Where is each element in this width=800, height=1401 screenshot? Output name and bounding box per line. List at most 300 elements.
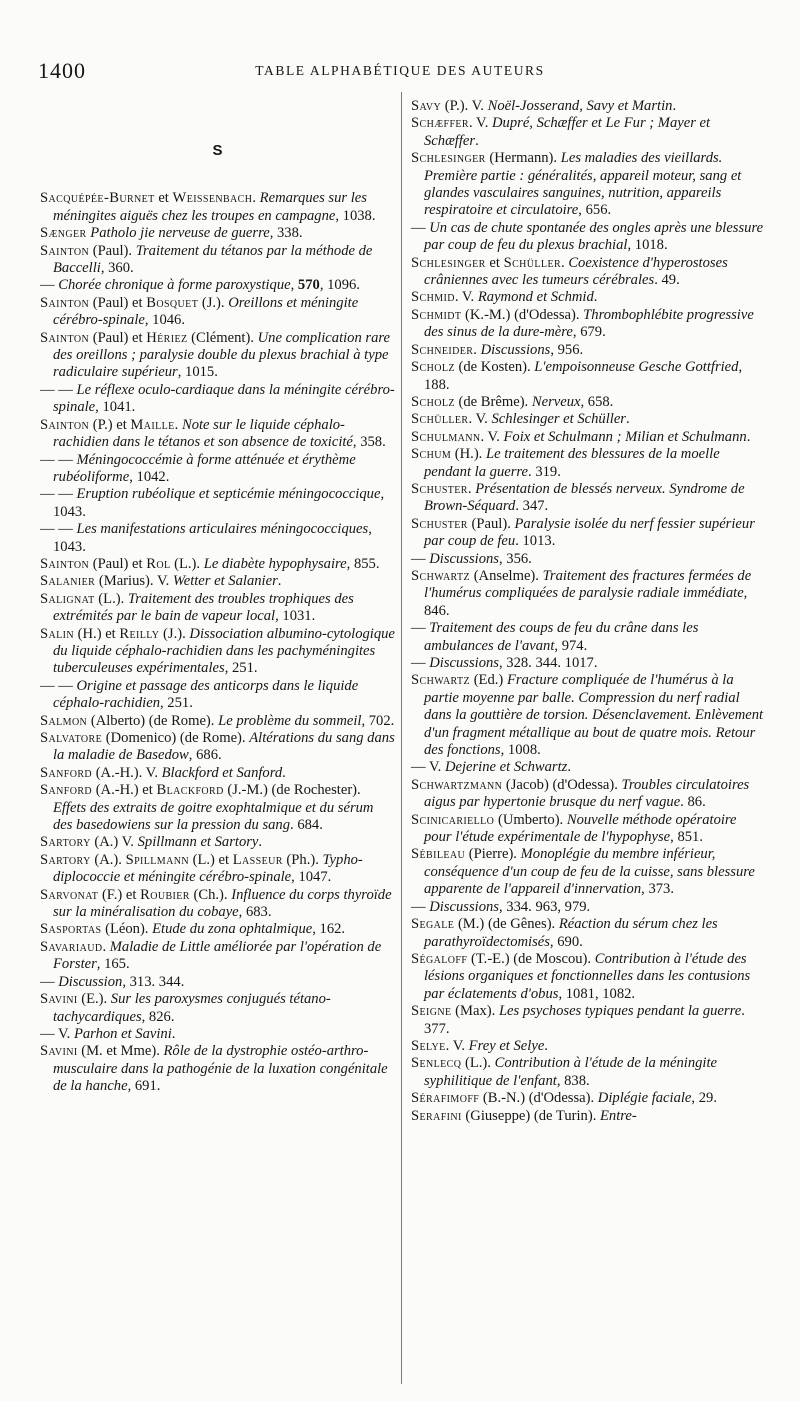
work-title: Troubles circulatoires aigus par hypertonie brusque du nerf vague <box>424 776 750 811</box>
entry-text: , 338. <box>269 225 303 242</box>
work-title: Une complication rare des oreillons ; paralysie double du plexus brachial à type radiculaire supérieur <box>53 329 391 381</box>
work-title: Altérations du sang dans la maladie de Basedow <box>53 730 395 764</box>
index-entry <box>411 620 766 655</box>
author-name: Salin <box>40 625 74 642</box>
author-name: Bosquet <box>146 294 199 311</box>
entry-text: . <box>282 764 286 781</box>
entry-text: — V. <box>40 1025 74 1042</box>
index-entry <box>40 852 395 887</box>
entry-text: (A.) V. <box>90 834 138 851</box>
author-name: Sainton <box>40 555 90 572</box>
author-name: Schæffer <box>411 115 470 132</box>
author-name: Savy <box>411 98 442 114</box>
entry-text: . <box>174 416 182 433</box>
work-title: Raymond et Schmid <box>477 289 594 306</box>
entry-text: , 838. <box>556 1072 590 1089</box>
author-name: Sanford <box>40 782 93 799</box>
index-entry <box>40 556 395 573</box>
entry-text: , 1043. <box>53 486 385 520</box>
index-entry <box>40 573 395 590</box>
author-name: Schwartz <box>411 672 471 689</box>
entry-text: (L.) et <box>188 851 233 868</box>
entry-text: , 956. <box>550 341 584 358</box>
work-title: Entre- <box>600 1107 637 1124</box>
entry-text: , 690. <box>549 933 583 950</box>
author-name: Rol <box>146 555 171 572</box>
work-title: Wetter et Salanier <box>172 573 278 590</box>
author-name: Schüller <box>503 254 562 271</box>
index-entry <box>40 730 395 765</box>
index-entry <box>40 765 395 782</box>
author-name: Ségaloff <box>411 950 468 967</box>
author-name: Schuster <box>411 480 468 497</box>
entry-text: , 1047. <box>291 869 332 886</box>
index-entry <box>40 939 395 974</box>
index-entry <box>40 190 395 225</box>
index-entry <box>40 887 395 922</box>
index-entry <box>40 486 395 521</box>
entry-text: (J.). <box>198 294 229 311</box>
entry-text: . 49. <box>654 272 680 289</box>
entry-text: , 1018. <box>627 237 668 254</box>
work-title: Thrombophlébite progressive des sinus de la dure-mère <box>424 306 754 341</box>
entry-text: (Giuseppe) (de Turin). <box>461 1107 600 1124</box>
index-entry <box>411 672 766 759</box>
index-entry <box>411 916 766 951</box>
work-title: Discussions <box>429 898 499 915</box>
author-name: Savini <box>40 1043 78 1060</box>
column-divider <box>401 92 402 1384</box>
work-title: Rôle de la dystrophie ostéo-arthro-musculaire dans la pathogénie de la luxation congénitale de la hanche <box>53 1043 388 1095</box>
author-name: Sænger <box>40 225 87 242</box>
author-name: Sérafimoff <box>411 1090 480 1107</box>
author-name: Schum <box>411 446 452 463</box>
work-title: Noël-Josserand, Savy et Martin <box>487 98 673 114</box>
entry-text: . V. <box>469 115 493 132</box>
entry-text: (Umberto). <box>494 811 567 828</box>
author-name: Salanier <box>40 573 96 590</box>
entry-text: . <box>475 132 479 149</box>
work-title: Remarques sur les méningites aiguës chez les troupes en campagne <box>53 190 367 224</box>
entry-text: (J.-M.) (de Rochester). <box>223 782 361 799</box>
index-entry <box>411 115 766 150</box>
author-name: Schulmann <box>411 428 481 445</box>
work-title: Origine et passage des anticorps dans le liquide céphalo-rachidien <box>53 677 359 712</box>
index-entry <box>40 834 395 851</box>
entry-text: (K.-M.) (d'Odessa). <box>461 306 584 323</box>
work-title: Traitement des fractures fermées de l'humérus compliquées de paralysie radiale immédiate <box>424 567 752 602</box>
work-title: Maladie de Little améliorée par l'opération de Forster <box>53 938 382 973</box>
author-name: Savariaud <box>40 938 103 955</box>
index-entry <box>411 1108 766 1125</box>
entry-text: — — <box>40 521 77 538</box>
entry-text: , 691. <box>127 1078 161 1095</box>
author-name: Savini <box>40 991 78 1008</box>
work-title: Typho-diplococcie et méningite cérébro-spinale <box>53 851 363 886</box>
entry-text: (Domenico) (de Rome). <box>102 730 250 746</box>
work-title: Méningococcémie à forme atténuée et érythème rubéoliforme <box>53 451 356 485</box>
index-entry <box>40 974 395 991</box>
entry-text: — — <box>40 451 77 468</box>
entry-text: , 313. 344. <box>122 973 185 990</box>
index-entry <box>40 225 395 242</box>
work-title: Traitement du tétanos par la méthode de Baccelli <box>53 242 373 277</box>
entry-text: , <box>290 277 298 294</box>
index-entry <box>411 1038 766 1055</box>
index-entry <box>411 551 766 568</box>
index-entry <box>411 951 766 1003</box>
work-title: Le traitement des blessures de la moelle pendant la guerre <box>424 446 720 480</box>
author-name: Sacquépée-Burnet <box>40 190 155 207</box>
entry-text: (Paul) et <box>89 294 147 311</box>
entry-text: (L.). <box>461 1055 495 1072</box>
entry-text: , 328. 344. 1017. <box>498 655 598 671</box>
left-entries <box>40 190 395 1095</box>
entry-text: (de Brême). <box>454 393 532 410</box>
entry-text: , 162. <box>312 921 346 938</box>
work-title: Le diabète hypophysaire <box>203 555 347 572</box>
index-entry <box>411 220 766 255</box>
index-entry <box>411 307 766 342</box>
work-title: Chorée chronique à forme paroxystique <box>58 277 291 294</box>
index-entry <box>411 429 766 446</box>
author-name: Weissenbach <box>172 190 253 207</box>
author-name: Sainton <box>40 294 90 311</box>
entry-text: et <box>154 190 173 207</box>
entry-text: (Clément). <box>187 329 258 346</box>
entry-text: . 319. <box>528 463 561 480</box>
entry-text: . V. <box>454 289 478 306</box>
work-title: Dejerine et Schwartz <box>444 759 568 776</box>
entry-text: , 846. <box>424 585 748 619</box>
work-title: Le réflexe oculo-cardiaque dans la méningite cérébro-spinale <box>53 381 395 416</box>
entry-text: (A.). <box>90 851 126 868</box>
entry-text: , 1008. <box>500 742 541 759</box>
page-number: 1400 <box>38 58 86 83</box>
entry-text: . <box>746 428 751 445</box>
index-entry <box>40 713 395 730</box>
index-entry <box>411 812 766 847</box>
index-entry <box>411 1090 766 1107</box>
author-name: Schneider <box>411 341 474 358</box>
entry-text: , 851. <box>670 829 703 846</box>
index-entry <box>411 289 766 306</box>
work-title: Les maladies des vieillards. Première partie : généralités, appareil moteur, sang et glandes vasculaires sanguines, nutrition, appareils respiratoire et circulatoire <box>424 150 742 219</box>
work-title: Schlesinger et Schüller <box>491 411 626 428</box>
entry-text: , 373. <box>641 881 674 898</box>
entry-text: , 1015. <box>177 364 218 381</box>
author-name: Sartory <box>40 851 91 868</box>
work-title: Traitement des coups de feu du crâne dans les ambulances de l'avant <box>424 620 699 654</box>
work-title: Discussions <box>429 550 499 567</box>
work-title: L'empoisonneuse Gesche Gottfried <box>534 359 739 376</box>
entry-text: , 251. <box>160 695 193 712</box>
entry-text: , 686. <box>188 747 222 764</box>
entry-text: , 683. <box>238 904 272 921</box>
entry-text: — — <box>40 486 77 503</box>
author-name: Hériez <box>146 329 188 346</box>
right-column <box>411 98 766 1125</box>
entry-text: (E.). <box>77 991 111 1008</box>
work-title: Eruption rubéolique et septicémie méningococcique <box>76 486 381 503</box>
author-name: Scinicariello <box>411 811 495 828</box>
entry-text: . <box>626 411 630 428</box>
entry-text: , 1038. <box>335 207 376 224</box>
entry-text: (P.). V. <box>441 98 488 114</box>
entry-text: (Paul). <box>467 515 515 532</box>
entry-text: , 1046. <box>144 312 185 329</box>
author-name: Schmidt <box>411 306 462 323</box>
entry-text: (Paul) et <box>89 555 147 572</box>
author-name: Maille <box>130 416 175 433</box>
work-title: Influence du corps thyroïde sur la minéralisation du cobaye <box>53 886 392 921</box>
author-name: Roubier <box>140 886 190 903</box>
author-name: Lasseur <box>232 851 283 868</box>
work-title: Parhon et Savini <box>73 1025 172 1042</box>
index-entry <box>411 846 766 898</box>
work-title: Nerveux <box>531 393 581 410</box>
author-name: Sanford <box>40 764 93 781</box>
entry-text: (M.) (de Gênes). <box>454 916 559 933</box>
work-title: Les psychoses typiques pendant la guerre <box>498 1003 742 1020</box>
entry-text: (L.). <box>94 590 128 607</box>
index-entry <box>411 481 766 516</box>
index-entry <box>411 98 766 115</box>
entry-text: — <box>40 973 59 990</box>
author-name: Serafini <box>411 1107 462 1124</box>
index-entry <box>411 411 766 428</box>
entry-text: (J.). <box>159 625 190 642</box>
entry-text: , 656. <box>578 202 612 219</box>
entry-text: . <box>467 480 476 497</box>
work-title: Foix et Schulmann ; Milian et Schulmann <box>503 428 747 445</box>
author-name: Selye <box>411 1037 446 1054</box>
work-title: Spillmann et Sartory <box>137 834 259 851</box>
index-entry <box>40 626 395 678</box>
right-entries <box>411 98 766 1125</box>
work-title: Discussions <box>429 655 499 671</box>
author-name: Blackford <box>156 782 224 799</box>
work-title: Sur les paroxysmes conjugués tétano-tachycardiques <box>53 991 331 1025</box>
author-name: Reilly <box>119 625 160 642</box>
index-entry <box>40 1026 395 1043</box>
work-title: Diplégie faciale <box>597 1090 692 1107</box>
entry-text: — <box>411 620 430 637</box>
author-name: Sainton <box>40 329 90 346</box>
work-title: Patholo jie nerveuse de guerre <box>90 225 270 242</box>
index-entry <box>411 516 766 551</box>
entry-text: , 1096. <box>319 277 360 294</box>
index-entry <box>411 150 766 220</box>
entry-text: (Anselme). <box>470 567 543 584</box>
author-name: Sainton <box>40 416 90 433</box>
index-entry <box>40 277 395 294</box>
index-entry <box>411 359 766 394</box>
index-entry <box>411 568 766 620</box>
entry-text: (H.). <box>451 446 486 463</box>
work-title: Contribution à l'étude des lésions organiques et fonctionnelles dans les contusions par éclatements d'obus <box>424 950 751 1002</box>
entry-text: (A.-H.) et <box>92 782 157 799</box>
entry-text: — <box>40 277 59 294</box>
author-name: Schüller <box>411 411 469 428</box>
work-title: Frey et Selye <box>468 1037 545 1054</box>
entry-text: (Max). <box>451 1003 499 1020</box>
work-title: Fracture compliquée de l'humérus à la partie moyenne par balle. Compression du nerf radial dans la gouttière de torsion. Désenclavement. Enlèvement d'un fragment métallique au bout de quatre mois. Retour des fonctions <box>424 672 764 759</box>
entry-text: . <box>672 98 677 114</box>
index-entry <box>40 991 395 1026</box>
index-entry <box>411 899 766 916</box>
work-title: Coexistence d'hyperostoses crâniennes avec les tumeurs cérébrales <box>424 254 728 289</box>
entry-text: . 347. <box>515 498 549 515</box>
entry-text: , 1031. <box>275 608 316 625</box>
index-entry <box>40 1043 395 1095</box>
entry-text: — <box>411 655 430 671</box>
index-entry <box>40 921 395 938</box>
entry-text: , 1041. <box>95 399 136 416</box>
index-entry <box>411 759 766 776</box>
index-entry <box>40 382 395 417</box>
work-title: Monoplégie du membre inférieur, conséquence d'un coup de feu de la cuisse, sans blessure apparente de l'appareil d'innervation <box>424 846 755 898</box>
author-name: Seigne <box>411 1003 452 1020</box>
entry-text: . <box>561 254 569 271</box>
entry-text: . <box>252 190 260 207</box>
section-letter: S <box>212 142 223 159</box>
entry-text: . 86. <box>680 794 706 811</box>
entry-text: . <box>277 573 282 590</box>
author-name: Schwartzmann <box>411 776 503 793</box>
work-title: Discussion <box>58 973 123 990</box>
entry-text: (P.) et <box>89 416 131 433</box>
entry-text: (F.) et <box>98 886 141 903</box>
entry-text: (H.) et <box>74 625 120 642</box>
index-entry <box>40 417 395 452</box>
author-name: Spillmann <box>125 851 189 868</box>
entry-text: , 1081, 1082. <box>558 985 636 1002</box>
work-title: Les manifestations articulaires méningococciques <box>76 521 369 538</box>
entry-text: , 702. <box>361 712 395 729</box>
entry-text: , 188. <box>424 359 743 393</box>
entry-text: . V. <box>480 428 504 445</box>
entry-text: (Alberto) (de Rome). <box>87 712 219 729</box>
author-name: Salignat <box>40 590 95 607</box>
entry-text: (Hermann). <box>485 150 561 167</box>
left-column <box>40 98 395 1096</box>
entry-text: (de Kosten). <box>454 359 535 376</box>
work-title: Note sur le liquide céphalo-rachidien dans le tétanos et son absence de toxicité <box>53 416 353 451</box>
author-name: Schlesinger <box>411 254 486 271</box>
work-title: Présentation de blessés nerveux. Syndrome de Brown-Séquard <box>424 480 745 515</box>
index-entry <box>40 243 395 278</box>
entry-text: . 377. <box>424 1003 745 1037</box>
author-name: Schwartz <box>411 567 471 584</box>
entry-text: (M. et Mme). <box>77 1043 164 1060</box>
index-entry <box>411 655 766 672</box>
entry-text: (A.-H.). V. <box>92 764 162 781</box>
work-title: Nouvelle méthode opératoire pour l'étude expérimentale de l'hypophyse <box>424 811 737 846</box>
work-title: Traitement des troubles trophiques des extrémités par le bain de vapeur local <box>53 590 354 625</box>
entry-text: (Paul). <box>89 242 136 259</box>
entry-text: — <box>411 550 430 567</box>
entry-text: , 334. 963, 979. <box>498 898 591 915</box>
index-entry <box>40 330 395 382</box>
work-title: Un cas de chute spontanée des ongles après une blessure par coup de feu du plexus brachial <box>424 219 764 254</box>
author-name: Schmid <box>411 289 455 306</box>
entry-text: — <box>411 219 430 236</box>
work-title: Dupré, Schæffer et Le Fur ; Mayer et Schæffer <box>424 115 711 149</box>
entry-text: — — <box>40 381 77 398</box>
index-entry <box>411 1055 766 1090</box>
entry-text: , 358. <box>352 434 386 451</box>
entry-text: . <box>473 341 481 358</box>
index-entry <box>411 1003 766 1038</box>
entry-text: (Ch.). <box>189 886 232 903</box>
page-header <box>0 58 800 82</box>
index-entry <box>411 394 766 411</box>
index-entry <box>40 521 395 556</box>
entry-text: — <box>411 898 430 915</box>
work-title: Effets des extraits de goitre exophtalmique et du sérum des basedowiens sur la pression du sang <box>53 799 374 834</box>
author-name: Sébileau <box>411 846 466 863</box>
entry-text: . 1013. <box>515 533 556 550</box>
entry-text: . <box>102 938 110 955</box>
running-title: TABLE ALPHABÉTIQUE DES AUTEURS <box>255 63 545 78</box>
work-title: Contribution à l'étude de la méningite syphilitique de l'enfant <box>424 1055 717 1089</box>
entry-text: (Pierre). <box>465 846 521 863</box>
index-entry <box>40 295 395 330</box>
index-entry <box>40 678 395 713</box>
entry-text: . <box>544 1037 548 1054</box>
entry-text: , 974. <box>554 637 588 654</box>
author-name: Sartory <box>40 834 91 851</box>
entry-text: (B.-N.) (d'Odessa). <box>479 1090 598 1107</box>
entry-text: . <box>258 834 263 851</box>
entry-text: , 855. <box>346 555 380 572</box>
entry-text: , 1042. <box>129 468 170 485</box>
work-title: Le problème du sommeil <box>218 712 362 729</box>
index-entry <box>411 446 766 481</box>
index-entry <box>411 255 766 290</box>
author-name: Schuster <box>411 515 468 532</box>
author-name: Schlesinger <box>411 150 486 167</box>
entry-text: . V. <box>445 1037 469 1054</box>
entry-text: . <box>567 759 571 776</box>
author-name: Senlecq <box>411 1055 462 1072</box>
author-name: Scholz <box>411 393 455 410</box>
entry-text: , 29. <box>691 1090 717 1107</box>
entry-text: , 356. <box>498 550 532 567</box>
entry-text: , 826. <box>141 1008 175 1025</box>
entry-text: — — <box>40 677 77 694</box>
entry-text: . 684. <box>290 817 323 834</box>
work-title: Etude du zona ophtalmique <box>152 921 313 938</box>
entry-text: , 1043. <box>53 521 372 555</box>
entry-text: . <box>593 289 598 306</box>
entry-text: . V. <box>468 411 492 428</box>
entry-text: et <box>485 254 504 271</box>
author-name: Segale <box>411 916 455 933</box>
entry-text: (Léon). <box>101 921 153 938</box>
index-entry <box>411 777 766 812</box>
entry-text: , 165. <box>96 956 130 973</box>
author-name: Sasportas <box>40 921 102 938</box>
work-title: Discussions <box>480 341 551 358</box>
entry-text: (Paul) et <box>89 329 147 346</box>
author-name: Salmon <box>40 712 88 729</box>
entry-text: (Ed.) <box>470 672 507 689</box>
entry-text: (Marius). V. <box>95 573 173 590</box>
work-title: Dissociation albumino-cytologique du liquide céphalo-rachidien dans les pachyméningites tuberculeuses expérimentales <box>53 625 395 677</box>
entry-text: . <box>171 1025 176 1042</box>
